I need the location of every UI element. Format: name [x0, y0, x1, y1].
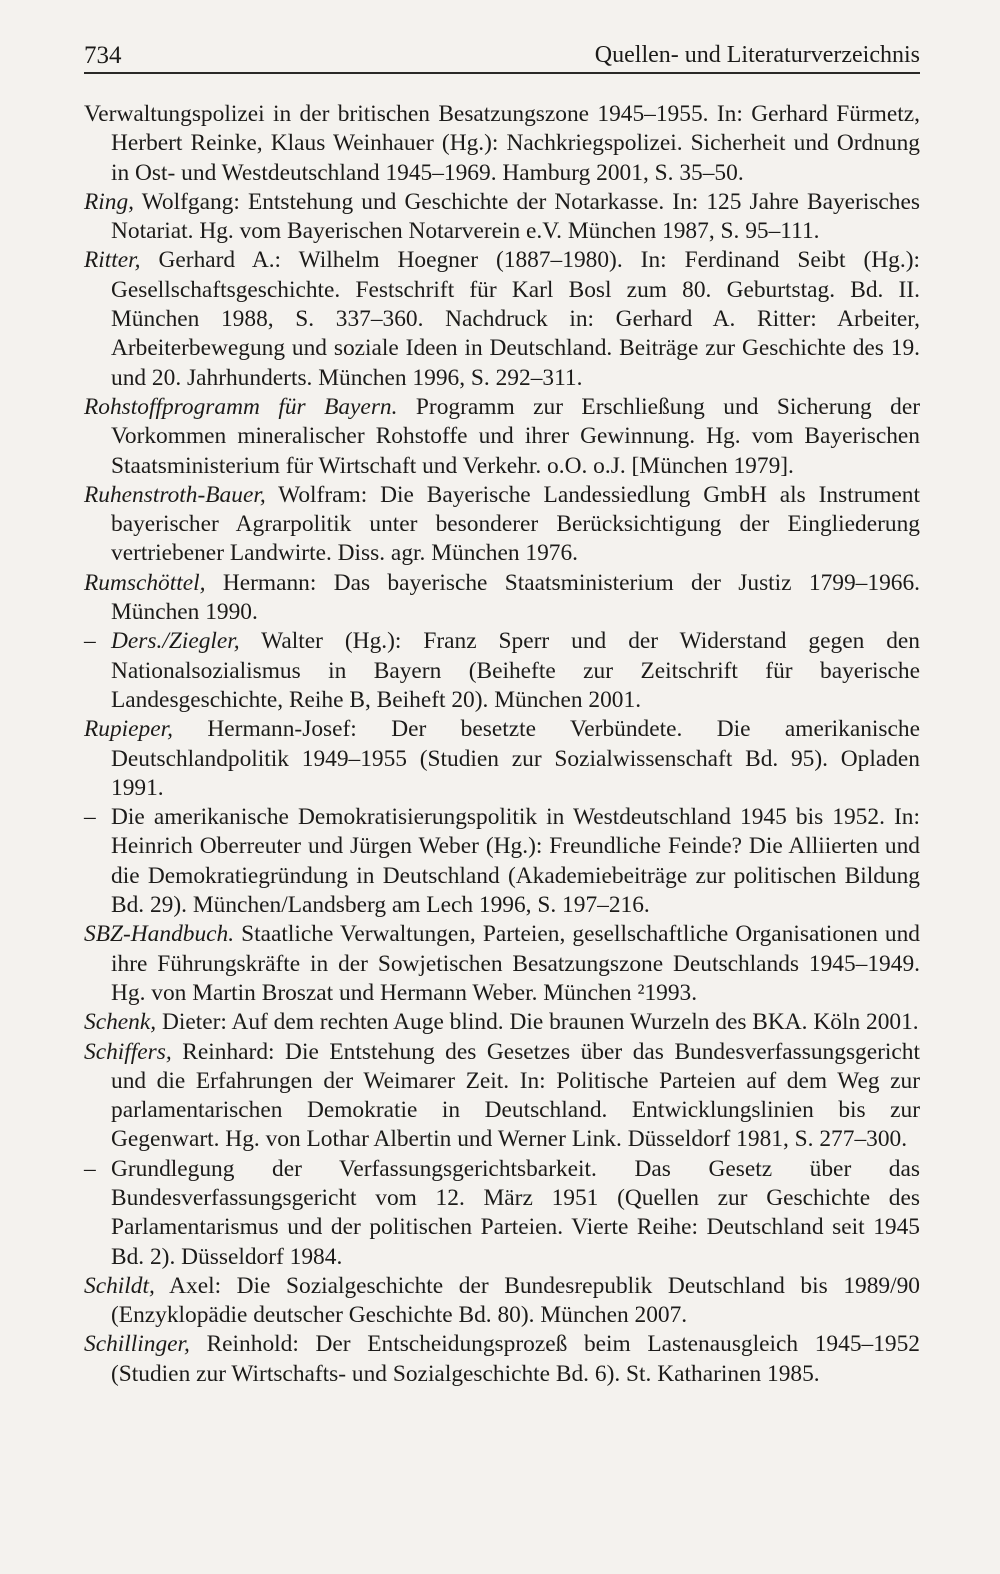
entry-text: Reinhard: Die Entstehung des Gesetzes über das Bundesverfassungsgericht und die Erfahrungen der Weimarer Zeit. In: Politische Parteien auf dem Weg zur parlamentarischen Demokratie in Deutschland. Entwicklungslinien bis zur Gegenwart. Hg. von Lothar Albertin und Werner Link. Düsseldorf 1981, S. 277–300.	[111, 1038, 920, 1153]
entry-text: Grundlegung der Verfassungsgerichtsbarkeit. Das Gesetz über das Bundesverfassungsgericht vom 12. März 1951 (Quellen zur Geschichte des Parlamentarismus und der politischen Parteien. Vierte Reihe: Deutschland seit 1945 Bd. 2). Düsseldorf 1984.	[111, 1155, 920, 1270]
repeat-author-dash: –	[84, 628, 96, 655]
entry-text: Walter (Hg.): Franz Sperr und der Widerstand gegen den Nationalsozialismus in Bayern (Beihefte zur Zeitschrift für bayerische Landesgeschichte, Reihe B, Beiheft 20). München 2001.	[111, 628, 920, 713]
bibliography-entry	[84, 1038, 920, 1155]
bibliography-list	[84, 100, 920, 1389]
entry-text: Verwaltungspolizei in der britischen Besatzungszone 1945–1955. In: Gerhard Fürmetz, Herbert Reinke, Klaus Weinhauer (Hg.): Nachkriegspolizei. Sicherheit und Ordnung in Ost- und Westdeutschland 1945–1969. Hamburg 2001, S. 35–50.	[84, 101, 920, 186]
entry-author: Ruhenstroth-Bauer,	[84, 481, 266, 508]
bibliography-entry	[84, 481, 920, 569]
entry-author: Ring,	[84, 188, 135, 215]
entry-author: Rupieper,	[84, 716, 173, 743]
entry-author: Rohstoffprogramm für Bayern.	[84, 393, 398, 420]
entry-text: Axel: Die Sozialgeschichte der Bundesrepublik Deutschland bis 1989/90 (Enzyklopädie deutscher Geschichte Bd. 80). München 2007.	[111, 1272, 920, 1329]
entry-text: Die amerikanische Demokratisierungspolitik in Westdeutschland 1945 bis 1952. In: Heinrich Oberreuter und Jürgen Weber (Hg.): Freundliche Feinde? Die Alliierten und die Demokratiegründung in Deutschland (Akademiebeiträge zur politischen Bildung Bd. 29). München/Landsberg am Lech 1996, S. 197–216.	[111, 804, 920, 919]
bibliography-entry	[84, 920, 920, 1008]
entry-author: Ritter,	[84, 247, 141, 274]
entry-text: Reinhold: Der Entscheidungsprozeß beim Lastenausgleich 1945–1952 (Studien zur Wirtschafts- und Sozialgeschichte Bd. 6). St. Katharinen 1985.	[111, 1331, 920, 1387]
bibliography-entry	[84, 188, 920, 247]
page-number: 734	[84, 42, 122, 69]
page-header	[84, 38, 920, 74]
repeat-author-dash: –	[84, 1155, 96, 1182]
entry-author: Ders./Ziegler,	[111, 628, 240, 655]
entry-author: Rumschöttel,	[84, 569, 206, 596]
bibliography-entry	[84, 1155, 920, 1272]
entry-text: Wolfgang: Entstehung und Geschichte der Notarkasse. In: 125 Jahre Bayerisches Notariat. Hg. vom Bayerischen Notarverein e.V. München 1987, S. 95–111.	[111, 188, 920, 245]
bibliography-entry	[84, 1272, 920, 1331]
header-rule	[84, 72, 920, 74]
entry-author: Schillinger,	[84, 1331, 190, 1358]
bibliography-entry	[84, 1008, 920, 1037]
bibliography-entry	[84, 100, 920, 188]
entry-author: Schenk,	[84, 1009, 157, 1036]
repeat-author-dash: –	[84, 804, 96, 831]
bibliography-entry	[84, 569, 920, 628]
entry-text: Gerhard A.: Wilhelm Hoegner (1887–1980). In: Ferdinand Seibt (Hg.): Gesellschaftsgeschichte. Festschrift für Karl Bosl zum 80. Geburtstag. Bd. II. München 1988, S. 337–360. Nachdruck in: Gerhard A. Ritter: Arbeiter, Arbeiterbewegung und soziale Ideen in Deutschland. Beiträge zur Geschichte des 19. und 20. Jahrhunderts. München 1996, S. 292–311.	[111, 247, 920, 391]
entry-text: Hermann: Das bayerische Staatsministerium der Justiz 1799–1966. München 1990.	[111, 569, 920, 626]
entry-text: Staatliche Verwaltungen, Parteien, gesellschaftliche Organisationen und ihre Führungskräfte in der Sowjetischen Besatzungszone Deutschlands 1945–1949. Hg. von Martin Broszat und Hermann Weber. München ²1993.	[111, 921, 920, 1006]
entry-text: Hermann-Josef: Der besetzte Verbündete. Die amerikanische Deutschlandpolitik 1949–1955 (Studien zur Sozialwissenschaft Bd. 95). Opladen 1991.	[111, 716, 920, 801]
running-head: Quellen- und Literaturverzeichnis	[594, 42, 920, 68]
bibliography-entry	[84, 246, 920, 392]
entry-text: Wolfram: Die Bayerische Landessiedlung GmbH als Instrument bayerischer Agrarpolitik unter besonderer Berücksichtigung der Eingliederung vertriebener Landwirte. Diss. agr. München 1976.	[111, 481, 920, 567]
entry-text: Programm zur Erschließung und Sicherung der Vorkommen mineralischer Rohstoffe und ihrer Gewinnung. Hg. vom Bayerischen Staatsministerium für Wirtschaft und Verkehr. o.O. o.J. [München 1979].	[111, 393, 920, 479]
entry-text: Dieter: Auf dem rechten Auge blind. Die braunen Wurzeln des BKA. Köln 2001.	[156, 1009, 919, 1036]
bibliography-entry	[84, 627, 920, 715]
bibliography-entry	[84, 803, 920, 920]
entry-author: SBZ-Handbuch.	[84, 921, 235, 948]
bibliography-entry	[84, 715, 920, 803]
entry-author: Schiffers,	[84, 1038, 172, 1065]
bibliography-entry	[84, 1330, 920, 1389]
bibliography-entry	[84, 393, 920, 481]
entry-author: Schildt,	[84, 1272, 155, 1299]
